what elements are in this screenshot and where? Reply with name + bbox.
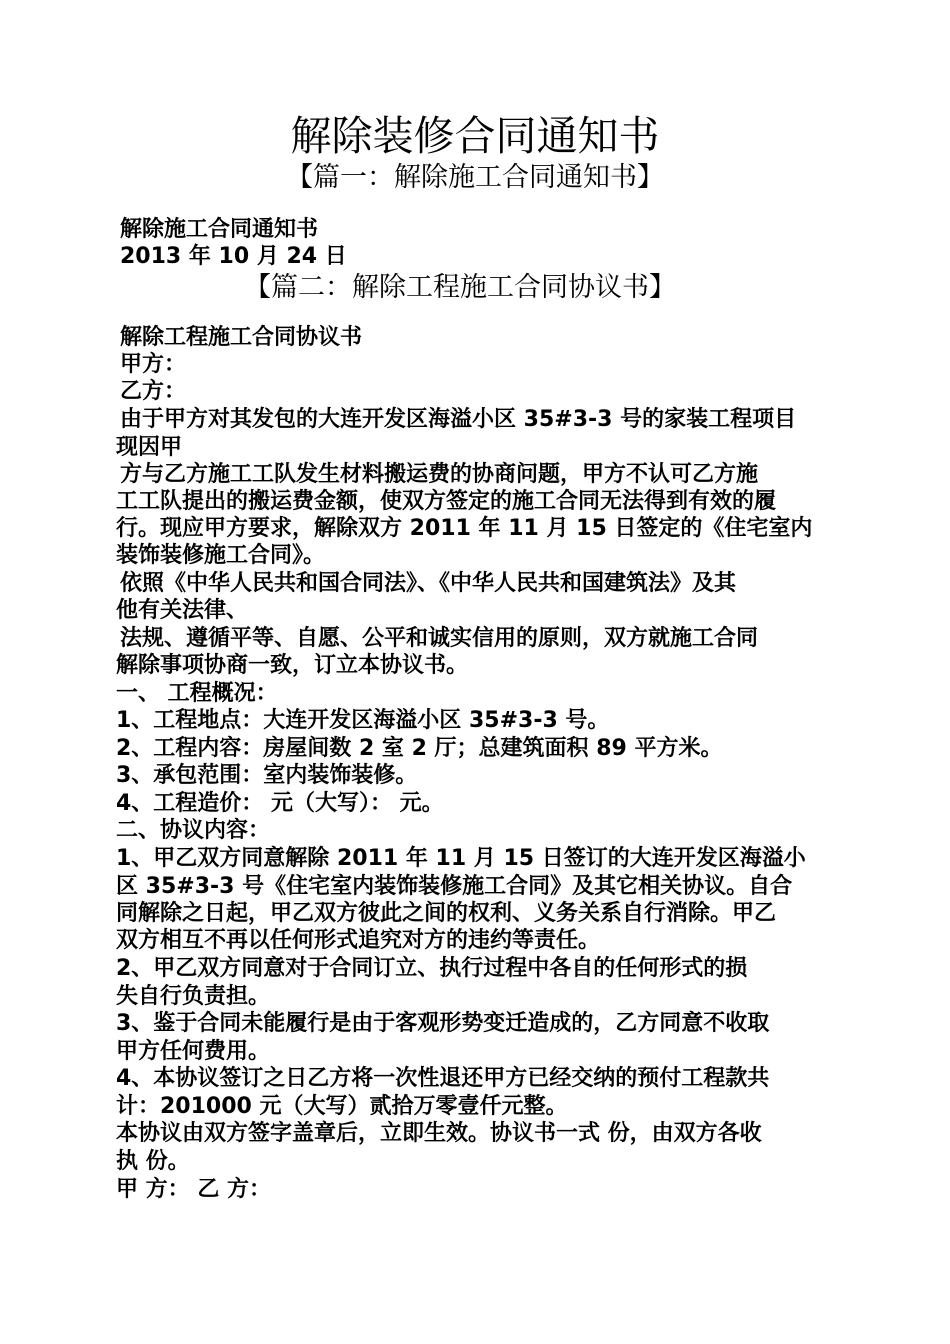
part2-line: 工工队提出的搬运费金额，使双方签定的施工合同无法得到有效的履 — [116, 489, 777, 514]
part2-line: 行。现应甲方要求，解除双方 2011 年 11 月 15 日签定的《住宅室内 — [116, 516, 813, 541]
part2-line: 双方相互不再以任何形式追究对方的违约等责任。 — [116, 928, 601, 953]
part2-line: 计：201000 元（大写）贰拾万零壹仟元整。 — [116, 1094, 568, 1119]
part2-line: 由于甲方对其发包的大连开发区海溢小区 35#3-3 号的家装工程项目 — [120, 407, 797, 432]
part2-line: 2、甲乙双方同意对于合同订立、执行过程中各自的任何形式的损 — [116, 956, 748, 981]
part2-line: 1、甲乙双方同意解除 2011 年 11 月 15 日签订的大连开发区海溢小 — [116, 846, 806, 871]
part2-line: 失自行负责担。 — [116, 984, 271, 1009]
part2-line: 4、本协议签订之日乙方将一次性退还甲方已经交纳的预付工程款共 — [116, 1066, 770, 1091]
part2-line: 3、鉴于合同未能履行是由于客观形势变迁造成的，乙方同意不收取 — [116, 1011, 770, 1036]
part2-line: 现因甲 — [116, 435, 183, 460]
part2-line: 甲方任何费用。 — [116, 1039, 271, 1064]
part2-line: 法规、遵循平等、自愿、公平和诚实信用的原则，双方就施工合同 — [120, 626, 759, 651]
part2-line: 乙方： — [120, 379, 187, 404]
part2-line: 二、协议内容： — [116, 818, 271, 843]
part2-heading: 【篇二：解除工程施工合同协议书】 — [244, 272, 676, 303]
part2-line: 依照《中华人民共和国合同法》、《中华人民共和国建筑法》及其 — [120, 571, 737, 596]
part1-line: 2013 年 10 月 24 日 — [120, 244, 347, 269]
part1-heading: 【篇一：解除施工合同通知书】 — [286, 162, 664, 193]
part2-line: 2、工程内容：房屋间数 2 室 2 厅；总建筑面积 89 平方米。 — [116, 736, 723, 761]
part2-line: 3、承包范围：室内装饰装修。 — [116, 763, 418, 788]
part2-line: 装饰装修施工合同》。 — [116, 543, 326, 568]
part2-line: 一、 工程概况： — [116, 681, 278, 706]
part2-line: 甲 方： 乙 方： — [116, 1177, 271, 1202]
document-title: 解除装修合同通知书 — [290, 112, 660, 160]
part2-line: 解除工程施工合同协议书 — [120, 325, 363, 350]
part2-line: 解除事项协商一致，订立本协议书。 — [116, 653, 469, 678]
part2-line: 他有关法律、 — [116, 598, 249, 623]
part2-line: 本协议由双方签字盖章后，立即生效。协议书一式 份，由双方各收 — [116, 1121, 762, 1146]
part2-line: 区 35#3-3 号《住宅室内装饰装修施工合同》及其它相关协议。自合 — [116, 874, 793, 899]
part2-line: 方与乙方施工工队发生材料搬运费的协商问题，甲方不认可乙方施 — [120, 462, 759, 487]
part2-line: 1、工程地点：大连开发区海溢小区 35#3-3 号。 — [116, 708, 610, 733]
part2-line: 执 份。 — [116, 1149, 190, 1174]
part2-line: 4、工程造价： 元（大写）： 元。 — [116, 791, 444, 816]
part2-line: 甲方： — [120, 352, 187, 377]
part1-line: 解除施工合同通知书 — [120, 217, 319, 242]
part2-line: 同解除之日起，甲乙双方彼此之间的权利、义务关系自行消除。甲乙 — [116, 901, 777, 926]
